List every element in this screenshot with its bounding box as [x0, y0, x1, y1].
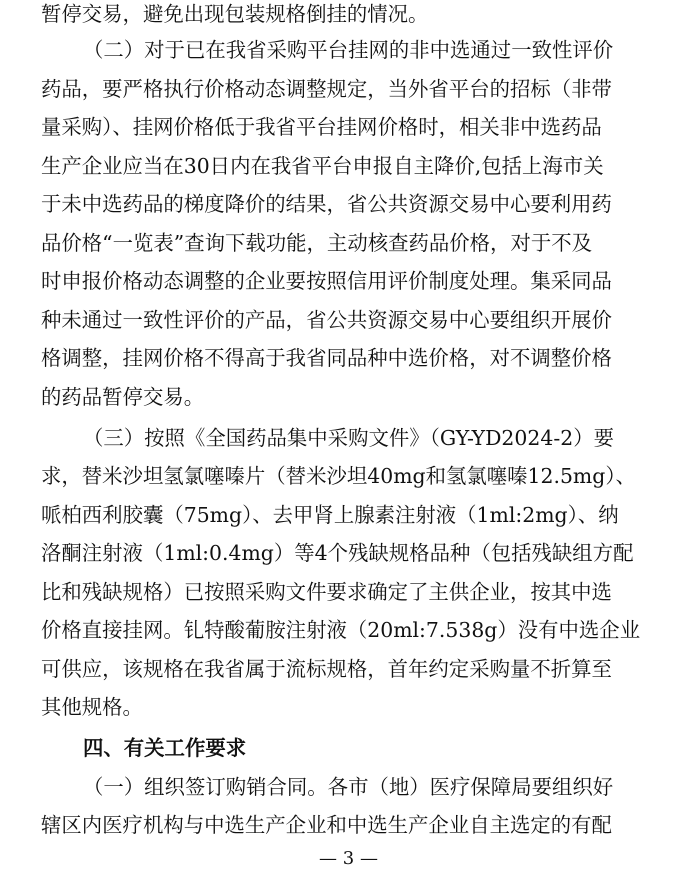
text-line: 种未通过一致性评价的产品，省公共资源交易中心要组织开展价	[41, 308, 612, 332]
text-line: 哌柏西利胶囊（75mg）、去甲肾上腺素注射液（1ml:2mg）、纳	[41, 503, 619, 527]
text-line: 暂停交易，避免出现包装规格倒挂的情况。	[41, 2, 429, 26]
paragraph-start-line: （三）按照《全国药品集中采购文件》（GY-YD2024-2）要	[83, 426, 614, 450]
text-line: 品价格“一览表”查询下载功能，主动核查药品价格，对于不及	[41, 231, 593, 255]
text-line: 于未中选药品的梯度降价的结果，省公共资源交易中心要利用药	[41, 192, 612, 216]
text-line: 药品，要严格执行价格动态调整规定，当外省平台的招标（非带	[41, 77, 612, 101]
text-line: 求，替米沙坦氢氯噻嗪片（替米沙坦40mg和氢氯噻嗪12.5mg）、	[41, 464, 636, 488]
text-line: 格调整，挂网价格不得高于我省同品种中选价格，对不调整价格	[41, 346, 612, 370]
text-line: 其他规格。	[41, 695, 143, 719]
text-line: 量采购）、挂网价格低于我省平台挂网价格时，相关非中选药品	[41, 115, 602, 139]
text-line: 辖区内医疗机构与中选生产企业和中选生产企业自主选定的有配	[41, 813, 612, 837]
text-line: 时申报价格动态调整的企业要按照信用评价制度处理。集采同品	[41, 269, 612, 293]
text-line: 的药品暂停交易。	[41, 385, 205, 409]
text-line: 价格直接挂网。钆特酸葡胺注射液（20ml:7.538g）没有中选企业	[41, 618, 641, 642]
text-line: 可供应，该规格在我省属于流标规格，首年约定采购量不折算至	[41, 657, 612, 681]
text-line: 比和残缺规格）已按照采购文件要求确定了主供企业，按其中选	[41, 580, 612, 604]
text-line: 生产企业应当在30日内在我省平台申报自主降价,包括上海市关	[41, 154, 604, 178]
paragraph-start-line: （二）对于已在我省采购平台挂网的非中选通过一致性评价	[83, 38, 614, 62]
section-heading: 四、有关工作要求	[83, 736, 247, 760]
page-number: — 3 —	[319, 848, 378, 869]
paragraph-start-line: （一）组织签订购销合同。各市（地）医疗保障局要组织好	[83, 775, 614, 799]
text-line: 洛酮注射液（1ml:0.4mg）等4个残缺规格品种（包括残缺组方配	[41, 541, 634, 565]
